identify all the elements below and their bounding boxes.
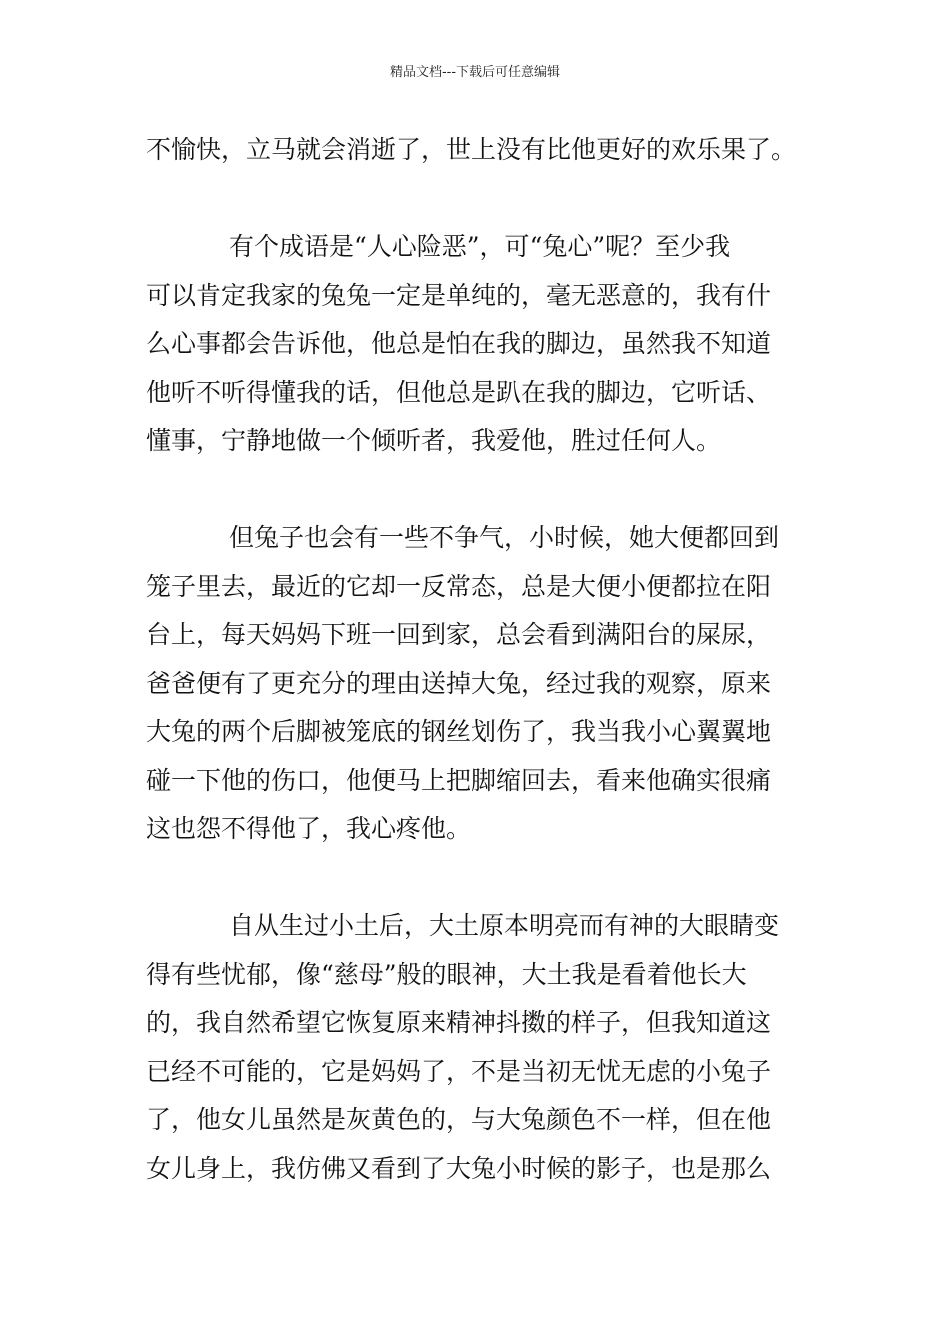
paragraph	[146, 514, 810, 854]
text-line: 爸爸便有了更充分的理由送掉大兔，经过我的观察，原来	[146, 668, 772, 698]
paragraph-gap	[146, 854, 810, 903]
paragraph-gap	[146, 175, 810, 224]
text-line: 有个成语是“人心险恶”，可“兔心”呢？至少我	[229, 232, 731, 261]
text-line: 碰一下他的伤口，他便马上把脚缩回去，看来他确实很痛	[146, 765, 772, 795]
paragraph-gap	[146, 466, 810, 515]
paragraph	[146, 126, 810, 175]
text-line: 了，他女儿虽然是灰黄色的，与大兔颜色不一样，但在他	[146, 1105, 772, 1134]
text-line: 懂事，宁静地做一个倾听者，我爱他，胜过任何人。	[146, 426, 722, 455]
paragraph	[146, 223, 810, 466]
text-line: 他听不听得懂我的话，但他总是趴在我的脚边，它听话、	[146, 377, 772, 407]
text-line: 但兔子也会有一些不争气，小时候，她大便都回到	[229, 523, 780, 552]
text-line: 台上，每天妈妈下班一回到家，总会看到满阳台的屎尿，	[146, 620, 772, 649]
text-line: 笼子里去，最近的它却一反常态，总是大便小便都拉在阳	[146, 571, 772, 601]
text-line: 不愉快，立马就会消逝了，世上没有比他更好的欢乐果了。	[146, 135, 797, 164]
page-header: 精品文档---下载后可任意编辑	[389, 65, 561, 80]
text-line: 可以肯定我家的兔兔一定是单纯的，毫无恶意的，我有什	[146, 280, 772, 310]
text-line: 得有些忧郁，像“慈母”般的眼神，大土我是看着他长大	[146, 959, 747, 989]
text-line: 女儿身上，我仿佛又看到了大兔小时候的影子，也是那么	[146, 1153, 772, 1183]
text-line: 自从生过小土后，大土原本明亮而有神的大眼睛变	[229, 911, 780, 940]
paragraph	[146, 902, 810, 1193]
text-line: 大兔的两个后脚被笼底的钢丝划伤了，我当我小心翼翼地	[146, 717, 772, 746]
text-line: 已经不可能的，它是妈妈了，不是当初无忧无虑的小兔子	[146, 1056, 772, 1086]
text-line: 这也怨不得他了，我心疼他。	[146, 814, 472, 843]
text-line: 的，我自然希望它恢复原来精神抖擞的样子，但我知道这	[146, 1008, 772, 1037]
text-line: 么心事都会告诉他，他总是怕在我的脚边，虽然我不知道	[146, 329, 772, 358]
document-body	[146, 126, 810, 1193]
